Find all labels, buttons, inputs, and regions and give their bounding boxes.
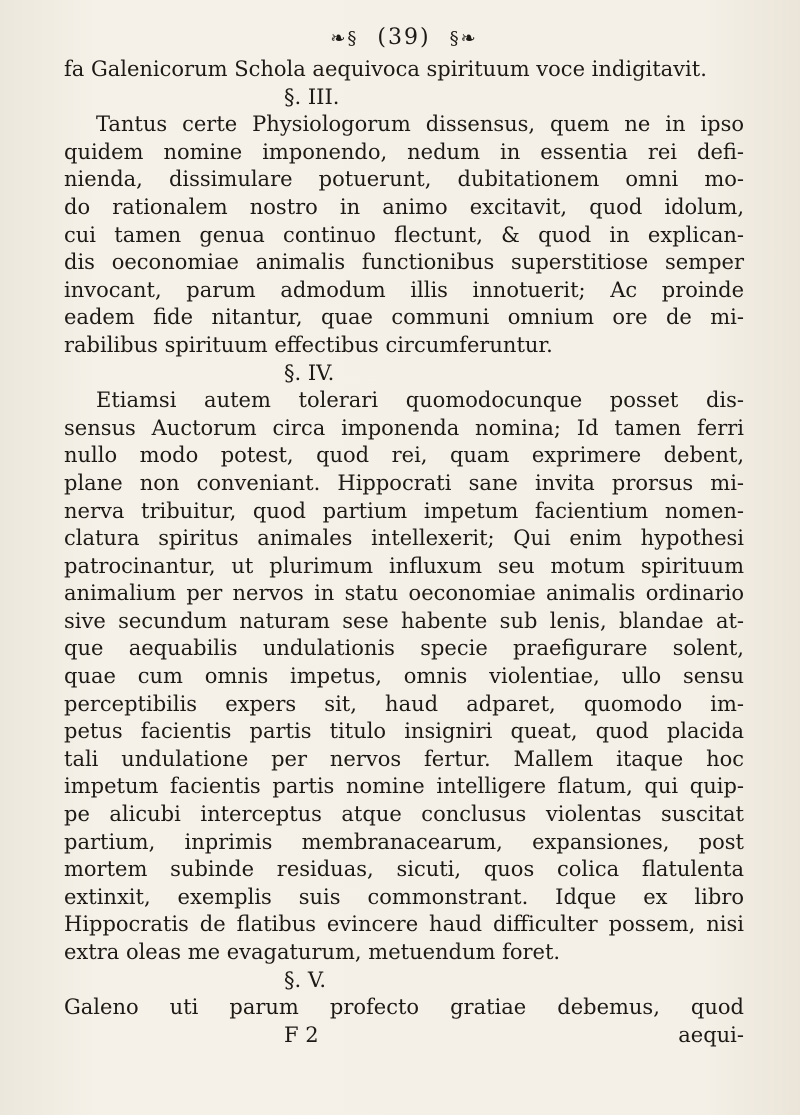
text-line: extra oleas me evagaturum, metuendum foret. <box>64 940 561 964</box>
text-line: cui tamen genua continuo flectunt, & quod in explican- <box>64 222 744 247</box>
text-line: partium, inprimis membranacearum, expansiones, post <box>64 829 744 854</box>
right-ornament: §❧ <box>449 28 478 49</box>
text-line: quae cum omnis impetus, omnis violentiae, ullo sensu <box>64 664 744 689</box>
page-number: (39) <box>377 25 431 50</box>
section-heading-iv: §. IV. <box>284 360 335 385</box>
text-line: clatura spiritus animales intellexerit; Qui enim hypothesi <box>64 526 744 551</box>
text-line: rabilibus spirituum effectibus circumferuntur. <box>64 332 553 357</box>
text-line: pe alicubi interceptus atque conclusus violentas suscitat <box>64 802 744 827</box>
text-line: nienda, dissimulare potuerunt, dubitationem omni mo- <box>64 167 744 192</box>
signature-mark: F 2 <box>284 1022 319 1047</box>
text-line: petus facientis partis titulo insigniri queat, quod placida <box>64 719 744 744</box>
body-text <box>64 56 744 1022</box>
section-heading-v: §. V. <box>284 967 327 992</box>
text-line: dis oeconomiae animalis functionibus superstitiose semper <box>64 250 744 275</box>
text-line: sensus Auctorum circa imponenda nomina; Id tamen ferri <box>64 415 744 440</box>
text-line: que aequabilis undulationis specie praefigurare solent, <box>64 636 744 661</box>
text-line: invocant, parum admodum illis innotuerit; Ac proinde <box>64 277 744 302</box>
text-line: perceptibilis expers sit, haud adparet, quomodo im- <box>64 691 744 716</box>
text-line: Hippocratis de flatibus evincere haud difficulter possem, nisi <box>64 912 744 937</box>
text-line: Galeno uti parum profecto gratiae debemus, quod <box>64 995 744 1020</box>
page-footer <box>64 1022 744 1050</box>
text-line: animalium per nervos in statu oeconomiae animalis ordinario <box>64 581 744 606</box>
text-line: quidem nomine imponendo, nedum in essentia rei defi- <box>64 139 744 164</box>
text-line: plane non conveniant. Hippocrati sane invita prorsus mi- <box>64 470 744 495</box>
text-line: fa Galenicorum Schola aequivoca spirituum voce indigitavit. <box>64 57 707 81</box>
text-line: eadem fide nitantur, quae communi omnium ore de mi- <box>64 305 744 330</box>
catchword: aequi- <box>678 1022 744 1047</box>
text-line: mortem subinde residuas, sicuti, quos colica flatulenta <box>64 857 744 882</box>
left-ornament: ❧§ <box>330 28 359 49</box>
text-line: extinxit, exemplis suis commonstrant. Idque ex libro <box>64 884 744 909</box>
text-line: impetum facientis partis nomine intelligere flatum, qui quip- <box>64 774 744 799</box>
text-line: nullo modo potest, quod rei, quam exprimere debent, <box>64 443 744 468</box>
text-line: patrocinantur, ut plurimum influxum seu motum spirituum <box>64 553 744 578</box>
text-line: tali undulatione per nervos fertur. Mallem itaque hoc <box>64 746 744 771</box>
running-header <box>64 20 744 56</box>
text-line: Etiamsi autem tolerari quomodocunque posset dis- <box>96 388 744 413</box>
text-line: do rationalem nostro in animo excitavit, quod idolum, <box>64 194 744 219</box>
text-line: Tantus certe Physiologorum dissensus, quem ne in ipso <box>96 112 744 137</box>
text-line: nerva tribuitur, quod partium impetum facientium nomen- <box>64 498 744 523</box>
text-line: sive secundum naturam sese habente sub lenis, blandae at- <box>64 608 744 633</box>
section-heading-iii: §. III. <box>284 84 340 109</box>
